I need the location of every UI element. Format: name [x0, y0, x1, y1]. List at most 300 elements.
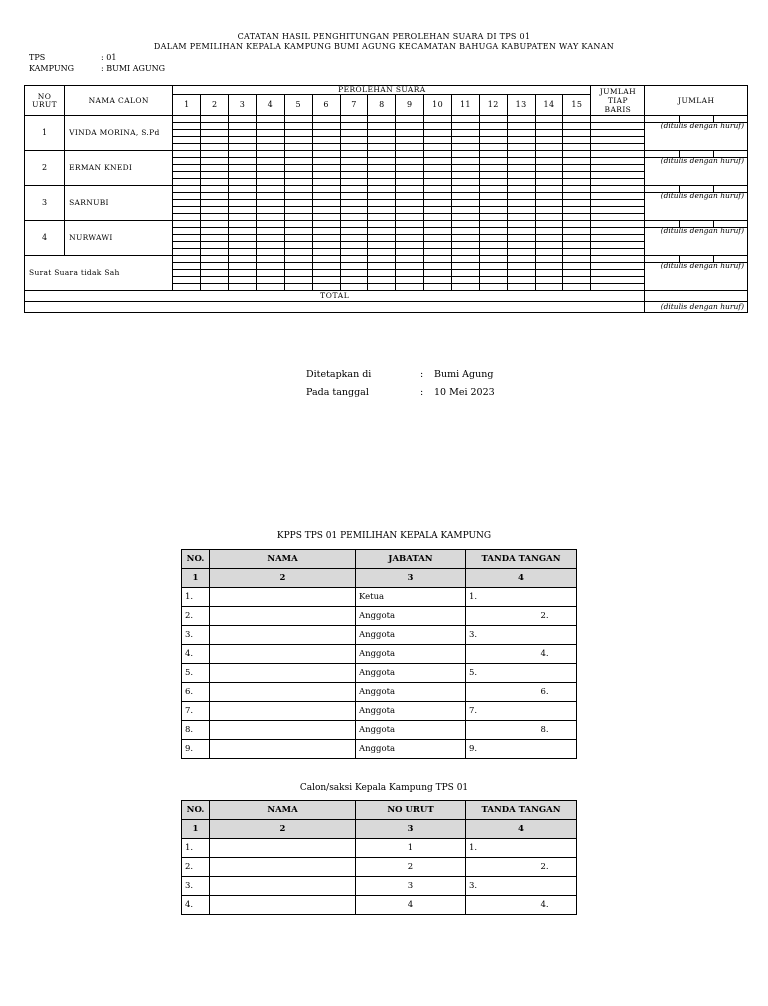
kpps-name-field[interactable] — [210, 626, 356, 645]
tally-cell[interactable] — [340, 186, 368, 193]
tally-cell[interactable] — [229, 151, 257, 158]
tally-cell[interactable] — [340, 242, 368, 249]
tally-cell[interactable] — [479, 207, 507, 214]
tally-cell[interactable] — [479, 130, 507, 137]
tally-cell[interactable] — [563, 242, 591, 249]
tally-cell[interactable] — [591, 270, 645, 277]
tally-cell[interactable] — [229, 277, 257, 284]
tally-cell[interactable] — [256, 137, 284, 144]
tally-cell[interactable] — [368, 130, 396, 137]
kpps-signature-field[interactable] — [466, 626, 577, 645]
tally-cell[interactable] — [424, 130, 452, 137]
tally-cell[interactable] — [591, 228, 645, 235]
tally-cell[interactable] — [507, 221, 535, 228]
tally-cell[interactable] — [507, 137, 535, 144]
tally-cell[interactable] — [340, 165, 368, 172]
tally-cell[interactable] — [563, 228, 591, 235]
tally-cell[interactable] — [368, 263, 396, 270]
tally-cell[interactable] — [340, 235, 368, 242]
tally-cell[interactable] — [312, 270, 340, 277]
tally-cell[interactable] — [424, 116, 452, 123]
tally-cell[interactable] — [396, 200, 424, 207]
tally-cell[interactable] — [591, 165, 645, 172]
tally-cell[interactable] — [396, 130, 424, 137]
tally-cell[interactable] — [591, 144, 645, 151]
tally-cell[interactable] — [173, 179, 201, 186]
tally-cell[interactable] — [479, 284, 507, 291]
tally-cell[interactable] — [535, 277, 563, 284]
tally-cell[interactable] — [396, 214, 424, 221]
tally-cell[interactable] — [535, 186, 563, 193]
tally-cell[interactable] — [256, 270, 284, 277]
tally-cell[interactable] — [173, 151, 201, 158]
tally-cell[interactable] — [535, 123, 563, 130]
tally-cell[interactable] — [340, 263, 368, 270]
tally-cell[interactable] — [396, 277, 424, 284]
tally-cell[interactable] — [256, 284, 284, 291]
tally-cell[interactable] — [396, 221, 424, 228]
tally-cell[interactable] — [173, 270, 201, 277]
tally-cell[interactable] — [535, 172, 563, 179]
tally-cell[interactable] — [312, 186, 340, 193]
tally-cell[interactable] — [507, 179, 535, 186]
tally-cell[interactable] — [424, 207, 452, 214]
tally-cell[interactable] — [256, 277, 284, 284]
tally-cell[interactable] — [452, 200, 480, 207]
tally-cell[interactable] — [479, 228, 507, 235]
tally-cell[interactable] — [173, 186, 201, 193]
tally-cell[interactable] — [479, 172, 507, 179]
tally-cell[interactable] — [535, 165, 563, 172]
tally-cell[interactable] — [424, 200, 452, 207]
tally-cell[interactable] — [591, 277, 645, 284]
tally-cell[interactable] — [424, 186, 452, 193]
tally-cell[interactable] — [396, 207, 424, 214]
tally-cell[interactable] — [173, 235, 201, 242]
tally-cell[interactable] — [424, 221, 452, 228]
kpps-signature-field[interactable] — [466, 664, 577, 683]
kpps-signature-field[interactable] — [466, 683, 577, 702]
tally-cell[interactable] — [340, 144, 368, 151]
tally-cell[interactable] — [229, 221, 257, 228]
tally-cell[interactable] — [312, 242, 340, 249]
tally-cell[interactable] — [452, 144, 480, 151]
tally-cell[interactable] — [201, 263, 229, 270]
kpps-signature-field[interactable] — [466, 740, 577, 759]
tally-cell[interactable] — [396, 284, 424, 291]
kpps-name-field[interactable] — [210, 664, 356, 683]
tally-cell[interactable] — [563, 235, 591, 242]
tally-cell[interactable] — [173, 284, 201, 291]
tally-cell[interactable] — [452, 193, 480, 200]
tally-cell[interactable] — [284, 277, 312, 284]
tally-cell[interactable] — [479, 263, 507, 270]
tally-cell[interactable] — [591, 249, 645, 256]
tally-cell[interactable] — [452, 249, 480, 256]
tally-cell[interactable] — [173, 137, 201, 144]
tally-cell[interactable] — [368, 277, 396, 284]
tally-cell[interactable] — [424, 123, 452, 130]
tally-cell[interactable] — [479, 214, 507, 221]
kpps-signature-field[interactable] — [466, 702, 577, 721]
tally-cell[interactable] — [173, 214, 201, 221]
tally-cell[interactable] — [563, 207, 591, 214]
kpps-signature-field[interactable] — [466, 721, 577, 740]
tally-cell[interactable] — [591, 158, 645, 165]
saksi-name-field[interactable] — [210, 877, 356, 896]
tally-cell[interactable] — [563, 284, 591, 291]
tally-cell[interactable] — [284, 123, 312, 130]
tally-cell[interactable] — [368, 165, 396, 172]
tally-cell[interactable] — [201, 158, 229, 165]
tally-cell[interactable] — [507, 256, 535, 263]
tally-cell[interactable] — [340, 130, 368, 137]
tally-cell[interactable] — [424, 158, 452, 165]
tally-cell[interactable] — [479, 116, 507, 123]
tally-cell[interactable] — [229, 144, 257, 151]
tally-cell[interactable] — [173, 221, 201, 228]
tally-cell[interactable] — [229, 263, 257, 270]
tally-cell[interactable] — [368, 249, 396, 256]
saksi-signature-field[interactable] — [466, 877, 577, 896]
tally-cell[interactable] — [507, 116, 535, 123]
tally-cell[interactable] — [229, 270, 257, 277]
tally-cell[interactable] — [507, 158, 535, 165]
tally-cell[interactable] — [591, 130, 645, 137]
tally-cell[interactable] — [563, 214, 591, 221]
tally-cell[interactable] — [312, 207, 340, 214]
tally-cell[interactable] — [452, 235, 480, 242]
tally-cell[interactable] — [340, 179, 368, 186]
tally-cell[interactable] — [535, 137, 563, 144]
tally-cell[interactable] — [340, 172, 368, 179]
tally-cell[interactable] — [340, 207, 368, 214]
tally-cell[interactable] — [452, 151, 480, 158]
tally-cell[interactable] — [229, 207, 257, 214]
tally-cell[interactable] — [284, 228, 312, 235]
tally-cell[interactable] — [452, 228, 480, 235]
tally-cell[interactable] — [452, 116, 480, 123]
tally-cell[interactable] — [535, 228, 563, 235]
tally-cell[interactable] — [256, 256, 284, 263]
tally-cell[interactable] — [256, 228, 284, 235]
tally-cell[interactable] — [312, 151, 340, 158]
tally-cell[interactable] — [563, 137, 591, 144]
tally-cell[interactable] — [368, 214, 396, 221]
tally-cell[interactable] — [563, 193, 591, 200]
tally-cell[interactable] — [563, 249, 591, 256]
tally-cell[interactable] — [535, 144, 563, 151]
tally-cell[interactable] — [424, 228, 452, 235]
tally-cell[interactable] — [535, 256, 563, 263]
tally-cell[interactable] — [452, 242, 480, 249]
tally-cell[interactable] — [452, 165, 480, 172]
tally-cell[interactable] — [591, 207, 645, 214]
tally-cell[interactable] — [256, 116, 284, 123]
tally-cell[interactable] — [284, 172, 312, 179]
saksi-name-field[interactable] — [210, 858, 356, 877]
tally-cell[interactable] — [535, 200, 563, 207]
tally-cell[interactable] — [201, 179, 229, 186]
tally-cell[interactable] — [452, 284, 480, 291]
tally-cell[interactable] — [173, 193, 201, 200]
kpps-name-field[interactable] — [210, 702, 356, 721]
tally-cell[interactable] — [201, 151, 229, 158]
tally-cell[interactable] — [256, 179, 284, 186]
tally-cell[interactable] — [173, 207, 201, 214]
tally-cell[interactable] — [591, 116, 645, 123]
tally-cell[interactable] — [452, 137, 480, 144]
tally-cell[interactable] — [256, 242, 284, 249]
tally-cell[interactable] — [256, 172, 284, 179]
tally-cell[interactable] — [535, 130, 563, 137]
tally-cell[interactable] — [368, 172, 396, 179]
kpps-name-field[interactable] — [210, 740, 356, 759]
tally-cell[interactable] — [396, 256, 424, 263]
tally-cell[interactable] — [256, 158, 284, 165]
tally-cell[interactable] — [201, 200, 229, 207]
tally-cell[interactable] — [368, 158, 396, 165]
tally-cell[interactable] — [452, 270, 480, 277]
tally-cell[interactable] — [507, 235, 535, 242]
tally-cell[interactable] — [201, 228, 229, 235]
tally-cell[interactable] — [284, 270, 312, 277]
tally-cell[interactable] — [173, 263, 201, 270]
tally-cell[interactable] — [256, 221, 284, 228]
tally-cell[interactable] — [312, 193, 340, 200]
tally-cell[interactable] — [452, 186, 480, 193]
tally-cell[interactable] — [424, 179, 452, 186]
tally-cell[interactable] — [340, 123, 368, 130]
tally-cell[interactable] — [312, 116, 340, 123]
tally-cell[interactable] — [396, 242, 424, 249]
tally-cell[interactable] — [201, 214, 229, 221]
tally-cell[interactable] — [312, 235, 340, 242]
tally-cell[interactable] — [173, 256, 201, 263]
tally-cell[interactable] — [563, 179, 591, 186]
tally-cell[interactable] — [563, 172, 591, 179]
tally-cell[interactable] — [479, 200, 507, 207]
tally-cell[interactable] — [256, 193, 284, 200]
tally-cell[interactable] — [229, 256, 257, 263]
tally-cell[interactable] — [424, 137, 452, 144]
tally-cell[interactable] — [256, 200, 284, 207]
tally-cell[interactable] — [396, 137, 424, 144]
tally-cell[interactable] — [424, 144, 452, 151]
tally-cell[interactable] — [563, 130, 591, 137]
tally-cell[interactable] — [340, 228, 368, 235]
tally-cell[interactable] — [368, 186, 396, 193]
tally-cell[interactable] — [256, 263, 284, 270]
tally-cell[interactable] — [507, 151, 535, 158]
saksi-signature-field[interactable] — [466, 839, 577, 858]
tally-cell[interactable] — [507, 123, 535, 130]
tally-cell[interactable] — [563, 221, 591, 228]
tally-cell[interactable] — [312, 221, 340, 228]
tally-cell[interactable] — [256, 165, 284, 172]
saksi-name-field[interactable] — [210, 896, 356, 915]
tally-cell[interactable] — [424, 256, 452, 263]
tally-cell[interactable] — [312, 263, 340, 270]
tally-cell[interactable] — [284, 263, 312, 270]
tally-cell[interactable] — [284, 193, 312, 200]
tally-cell[interactable] — [368, 179, 396, 186]
tally-cell[interactable] — [229, 193, 257, 200]
tally-cell[interactable] — [256, 207, 284, 214]
tally-cell[interactable] — [312, 277, 340, 284]
tally-cell[interactable] — [340, 284, 368, 291]
tally-cell[interactable] — [340, 221, 368, 228]
tally-cell[interactable] — [424, 214, 452, 221]
tally-cell[interactable] — [591, 186, 645, 193]
tally-cell[interactable] — [563, 116, 591, 123]
tally-cell[interactable] — [507, 186, 535, 193]
saksi-signature-field[interactable] — [466, 896, 577, 915]
tally-cell[interactable] — [563, 186, 591, 193]
tally-cell[interactable] — [173, 172, 201, 179]
tally-cell[interactable] — [312, 130, 340, 137]
tally-cell[interactable] — [284, 116, 312, 123]
tally-cell[interactable] — [535, 263, 563, 270]
tally-cell[interactable] — [201, 130, 229, 137]
tally-cell[interactable] — [340, 200, 368, 207]
tally-cell[interactable] — [591, 123, 645, 130]
tally-cell[interactable] — [229, 284, 257, 291]
tally-cell[interactable] — [284, 207, 312, 214]
tally-cell[interactable] — [591, 151, 645, 158]
tally-cell[interactable] — [396, 144, 424, 151]
tally-cell[interactable] — [201, 249, 229, 256]
tally-cell[interactable] — [591, 172, 645, 179]
tally-cell[interactable] — [452, 256, 480, 263]
tally-cell[interactable] — [340, 249, 368, 256]
kpps-signature-field[interactable] — [466, 645, 577, 664]
tally-cell[interactable] — [368, 137, 396, 144]
total-jumlah-box[interactable] — [645, 291, 748, 302]
tally-cell[interactable] — [229, 172, 257, 179]
tally-cell[interactable] — [340, 214, 368, 221]
tally-cell[interactable] — [229, 249, 257, 256]
tally-cell[interactable] — [396, 263, 424, 270]
tally-cell[interactable] — [284, 130, 312, 137]
tally-cell[interactable] — [396, 249, 424, 256]
tally-cell[interactable] — [535, 270, 563, 277]
tally-cell[interactable] — [173, 144, 201, 151]
tally-cell[interactable] — [452, 158, 480, 165]
tally-cell[interactable] — [201, 235, 229, 242]
tally-cell[interactable] — [507, 270, 535, 277]
tally-cell[interactable] — [591, 221, 645, 228]
tally-cell[interactable] — [229, 200, 257, 207]
tally-cell[interactable] — [368, 207, 396, 214]
tally-cell[interactable] — [591, 179, 645, 186]
tally-cell[interactable] — [452, 214, 480, 221]
tally-cell[interactable] — [396, 228, 424, 235]
tally-cell[interactable] — [452, 263, 480, 270]
tally-cell[interactable] — [452, 130, 480, 137]
tally-cell[interactable] — [424, 270, 452, 277]
tally-cell[interactable] — [312, 165, 340, 172]
tally-cell[interactable] — [563, 263, 591, 270]
tally-cell[interactable] — [256, 151, 284, 158]
tally-cell[interactable] — [368, 200, 396, 207]
tally-cell[interactable] — [340, 277, 368, 284]
tally-cell[interactable] — [229, 179, 257, 186]
tally-cell[interactable] — [563, 165, 591, 172]
tally-cell[interactable] — [368, 242, 396, 249]
tally-cell[interactable] — [312, 179, 340, 186]
tally-cell[interactable] — [312, 228, 340, 235]
tally-cell[interactable] — [201, 284, 229, 291]
tally-cell[interactable] — [201, 270, 229, 277]
tally-cell[interactable] — [479, 137, 507, 144]
tally-cell[interactable] — [256, 249, 284, 256]
tally-cell[interactable] — [173, 130, 201, 137]
tally-cell[interactable] — [284, 186, 312, 193]
tally-cell[interactable] — [563, 200, 591, 207]
tally-cell[interactable] — [368, 284, 396, 291]
tally-cell[interactable] — [396, 179, 424, 186]
tally-cell[interactable] — [201, 144, 229, 151]
tally-cell[interactable] — [256, 235, 284, 242]
tally-cell[interactable] — [424, 235, 452, 242]
tally-cell[interactable] — [424, 172, 452, 179]
tally-cell[interactable] — [591, 235, 645, 242]
tally-cell[interactable] — [479, 144, 507, 151]
tally-cell[interactable] — [173, 158, 201, 165]
tally-cell[interactable] — [284, 144, 312, 151]
tally-cell[interactable] — [173, 165, 201, 172]
kpps-name-field[interactable] — [210, 588, 356, 607]
tally-cell[interactable] — [507, 200, 535, 207]
tally-cell[interactable] — [201, 172, 229, 179]
tally-cell[interactable] — [173, 228, 201, 235]
tally-cell[interactable] — [284, 249, 312, 256]
tally-cell[interactable] — [173, 249, 201, 256]
tally-cell[interactable] — [396, 193, 424, 200]
tally-cell[interactable] — [424, 249, 452, 256]
tally-cell[interactable] — [535, 235, 563, 242]
tally-cell[interactable] — [368, 270, 396, 277]
tally-cell[interactable] — [507, 130, 535, 137]
tally-cell[interactable] — [368, 116, 396, 123]
tally-cell[interactable] — [201, 256, 229, 263]
tally-cell[interactable] — [368, 144, 396, 151]
tally-cell[interactable] — [312, 249, 340, 256]
tally-cell[interactable] — [368, 235, 396, 242]
tally-cell[interactable] — [229, 130, 257, 137]
tally-cell[interactable] — [312, 123, 340, 130]
tally-cell[interactable] — [284, 137, 312, 144]
tally-cell[interactable] — [535, 221, 563, 228]
tally-cell[interactable] — [340, 193, 368, 200]
tally-cell[interactable] — [507, 144, 535, 151]
tally-cell[interactable] — [201, 207, 229, 214]
tally-cell[interactable] — [368, 193, 396, 200]
tally-cell[interactable] — [368, 221, 396, 228]
tally-cell[interactable] — [591, 193, 645, 200]
tally-cell[interactable] — [396, 123, 424, 130]
tally-cell[interactable] — [479, 151, 507, 158]
tally-cell[interactable] — [312, 200, 340, 207]
tally-cell[interactable] — [284, 151, 312, 158]
tally-cell[interactable] — [563, 256, 591, 263]
tally-cell[interactable] — [479, 249, 507, 256]
tally-cell[interactable] — [591, 137, 645, 144]
tally-cell[interactable] — [256, 186, 284, 193]
tally-cell[interactable] — [479, 186, 507, 193]
tally-cell[interactable] — [535, 207, 563, 214]
